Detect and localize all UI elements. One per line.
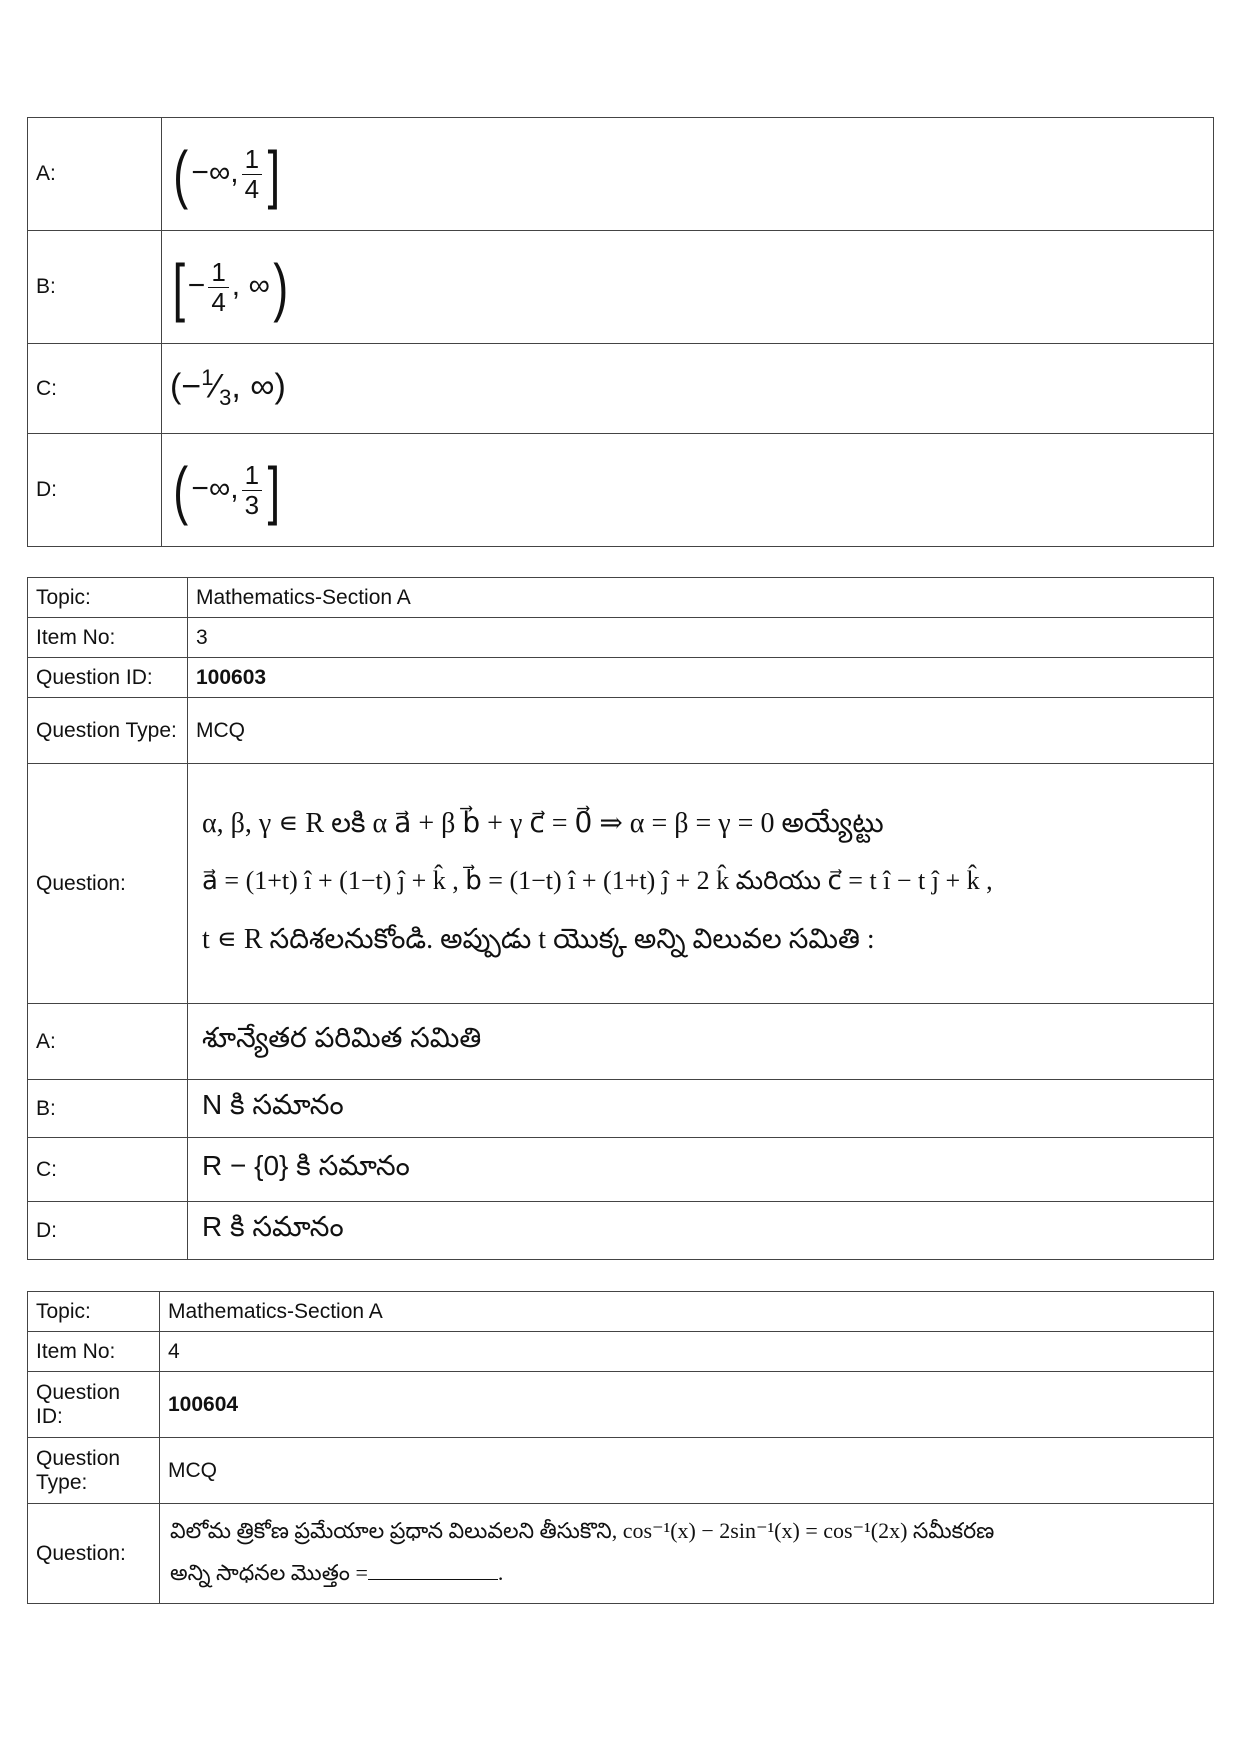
option-value: R − {0} కి సమానం — [188, 1138, 1214, 1202]
option-math: ( −∞, $\frac{1}{3}$ ] — [162, 434, 1214, 547]
question-line: a⃗ = (1+t) î + (1−t) ĵ + k̂ , b⃗ = (1−t) î + (1+t) ĵ + 2 k̂ మరియు c⃗ = t î − t ĵ + k̂ , — [202, 865, 993, 895]
item-no-label: Item No: — [28, 1332, 160, 1372]
option-label: D: — [28, 434, 162, 547]
option-label: B: — [28, 231, 162, 344]
question-body — [188, 764, 1214, 1004]
option-math: ($-^1⁄_3$, ∞) — [162, 344, 1214, 434]
question-table-4 — [27, 1291, 1214, 1604]
question-id-label: Question ID: — [28, 658, 188, 698]
question-type-value: MCQ — [160, 1438, 1214, 1504]
question-line: అన్ని సాధనల మొత్తం = — [170, 1560, 368, 1585]
question-id-value: 100603 — [188, 658, 1214, 698]
option-row-d — [28, 434, 1214, 547]
option-label: C: — [28, 1138, 188, 1202]
topic-label: Topic: — [28, 578, 188, 618]
option-value: R కి సమానం — [188, 1202, 1214, 1260]
option-value: శూన్యేతర పరిమిత సమితి — [188, 1004, 1214, 1080]
answer-blank — [368, 1559, 498, 1580]
option-label: C: — [28, 344, 162, 434]
item-no-label: Item No: — [28, 618, 188, 658]
option-value: N కి సమానం — [188, 1080, 1214, 1138]
option-label: A: — [28, 1004, 188, 1080]
question-id-value: 100604 — [160, 1372, 1214, 1438]
options-table-1 — [27, 117, 1214, 547]
topic-value: Mathematics-Section A — [160, 1292, 1214, 1332]
question-id-label: Question ID: — [28, 1372, 160, 1438]
topic-value: Mathematics-Section A — [188, 578, 1214, 618]
question-line: విలోమ త్రికోణ ప్రమేయాల ప్రధాన విలువలని తీసుకొని, cos⁻¹(x) − 2sin⁻¹(x) = cos⁻¹(2x) సమీకరణ — [170, 1518, 995, 1543]
question-body — [160, 1504, 1214, 1604]
option-label: B: — [28, 1080, 188, 1138]
option-math: [− $\frac{1}{4}$ , ∞) — [162, 231, 1214, 344]
question-type-label: Question Type: — [28, 698, 188, 764]
question-line: α, β, γ ∊ R లకి α a⃗ + β b⃗ + γ c⃗ = 0⃗ ⇒ α = β = γ = 0 అయ్యేట్టు — [202, 807, 884, 839]
option-label: A: — [28, 118, 162, 231]
item-no-value: 4 — [160, 1332, 1214, 1372]
option-row-a — [28, 118, 1214, 231]
topic-label: Topic: — [28, 1292, 160, 1332]
option-math: ( −∞, $\frac{1}{4}$ ] — [162, 118, 1214, 231]
question-label: Question: — [28, 764, 188, 1004]
question-line: t ∊ R సదిశలనుకోండి. అప్పుడు t యొక్క అన్ని విలువల సమితి : — [202, 923, 875, 955]
option-row-b — [28, 231, 1214, 344]
option-row-c — [28, 344, 1214, 434]
question-table-3 — [27, 577, 1214, 1260]
option-label: D: — [28, 1202, 188, 1260]
item-no-value: 3 — [188, 618, 1214, 658]
question-type-value: MCQ — [188, 698, 1214, 764]
question-type-label: Question Type: — [28, 1438, 160, 1504]
question-line-2: అన్ని సాధనల మొత్తం = . — [170, 1560, 504, 1585]
question-label: Question: — [28, 1504, 160, 1604]
